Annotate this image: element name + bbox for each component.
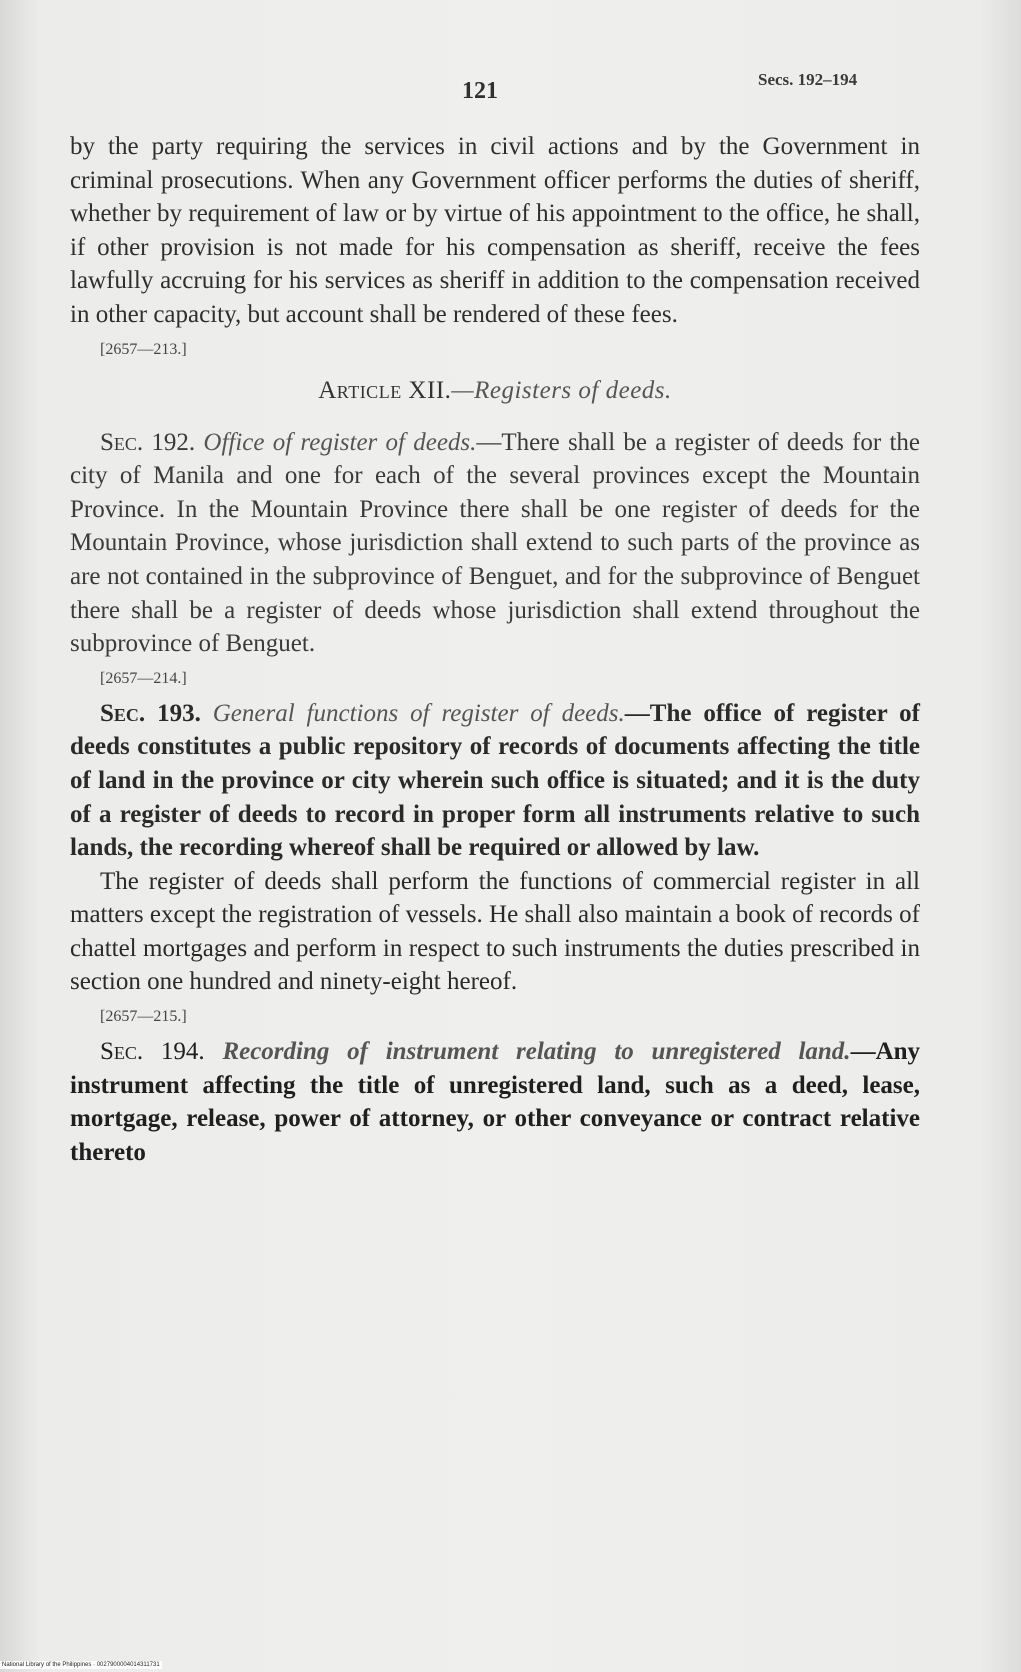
section-192-title: Office of register of deeds. (203, 428, 477, 456)
continued-paragraph: by the party requiring the services in civil actions and by the Government in criminal prosecutions. When any Government officer performs the duties of sheriff, whether by requirement of law or by virtue of his appointment to the office, he shall, if other provision is not made for his compensation as sheriff, receive the fees lawfully accruing for his services as sheriff in addition to the compensation received in other capacity, but account shall be rendered of these fees. (70, 133, 920, 328)
source-note: National Library of the Philippines · 0027900004014311731 (2, 1662, 160, 1668)
citation-2657-213: [2657—213.] (100, 340, 187, 358)
section-194-paragraph (70, 1035, 920, 1169)
section-193-paragraph-2: The register of deeds shall perform the functions of commercial register in all matters except the registration of vessels. He shall also maintain a book of records of chattel mortgages and perform in respect to such instruments the duties prescribed in section one hundred and ninety-eight hereof. (70, 867, 920, 996)
section-194 (70, 1035, 920, 1169)
section-193-text: —The office of register of deeds constitutes a public repository of records of documents affecting the title of land in the province or city wherein such office is situated; and it is the duty of a register of deeds to record in proper form all instruments relative to such lands, the recording whereof shall be required or allowed by law. (70, 699, 920, 862)
page-body (70, 130, 920, 1169)
citation-2657-214: [2657—214.] (100, 669, 187, 687)
article-heading (70, 374, 920, 408)
page-number: 121 (462, 78, 498, 104)
section-193-paragraph-1 (70, 697, 920, 865)
section-194-label: Sec. 194. (100, 1038, 205, 1066)
citation-2657-215: [2657—215.] (100, 1008, 187, 1026)
section-194-text: —Any instrument affecting the title of unregistered land, such as a deed, lease, mortgage, release, power of attorney, or other conveyance or contract relative thereto (70, 1038, 921, 1166)
section-193 (70, 697, 920, 1029)
section-194-title: Recording of instrument relating to unregistered land. (222, 1038, 851, 1066)
article-label: Article XII. (318, 376, 452, 404)
article-title: —Registers of deeds. (451, 376, 672, 404)
page-header (0, 70, 1021, 110)
section-192-text: —There shall be a register of deeds for the city of Manila and one for each of the several provinces except the Mountain Province. In the Mountain Province there shall be one register of deeds for the Mountain Province, whose jurisdiction shall extend to such parts of the province as are not contained in the subprovince of Benguet, and for the subprovince of Benguet there shall be a register of deeds whose jurisdiction shall extend throughout the subprovince of Benguet. (70, 428, 920, 658)
section-192 (70, 426, 920, 691)
section-193-label: Sec. 193. (100, 699, 201, 727)
section-192-label: Sec. 192. (100, 428, 196, 456)
section-range: Secs. 192–194 (758, 70, 858, 89)
section-192-paragraph (70, 426, 920, 661)
section-193-title: General functions of register of deeds. (212, 699, 625, 727)
